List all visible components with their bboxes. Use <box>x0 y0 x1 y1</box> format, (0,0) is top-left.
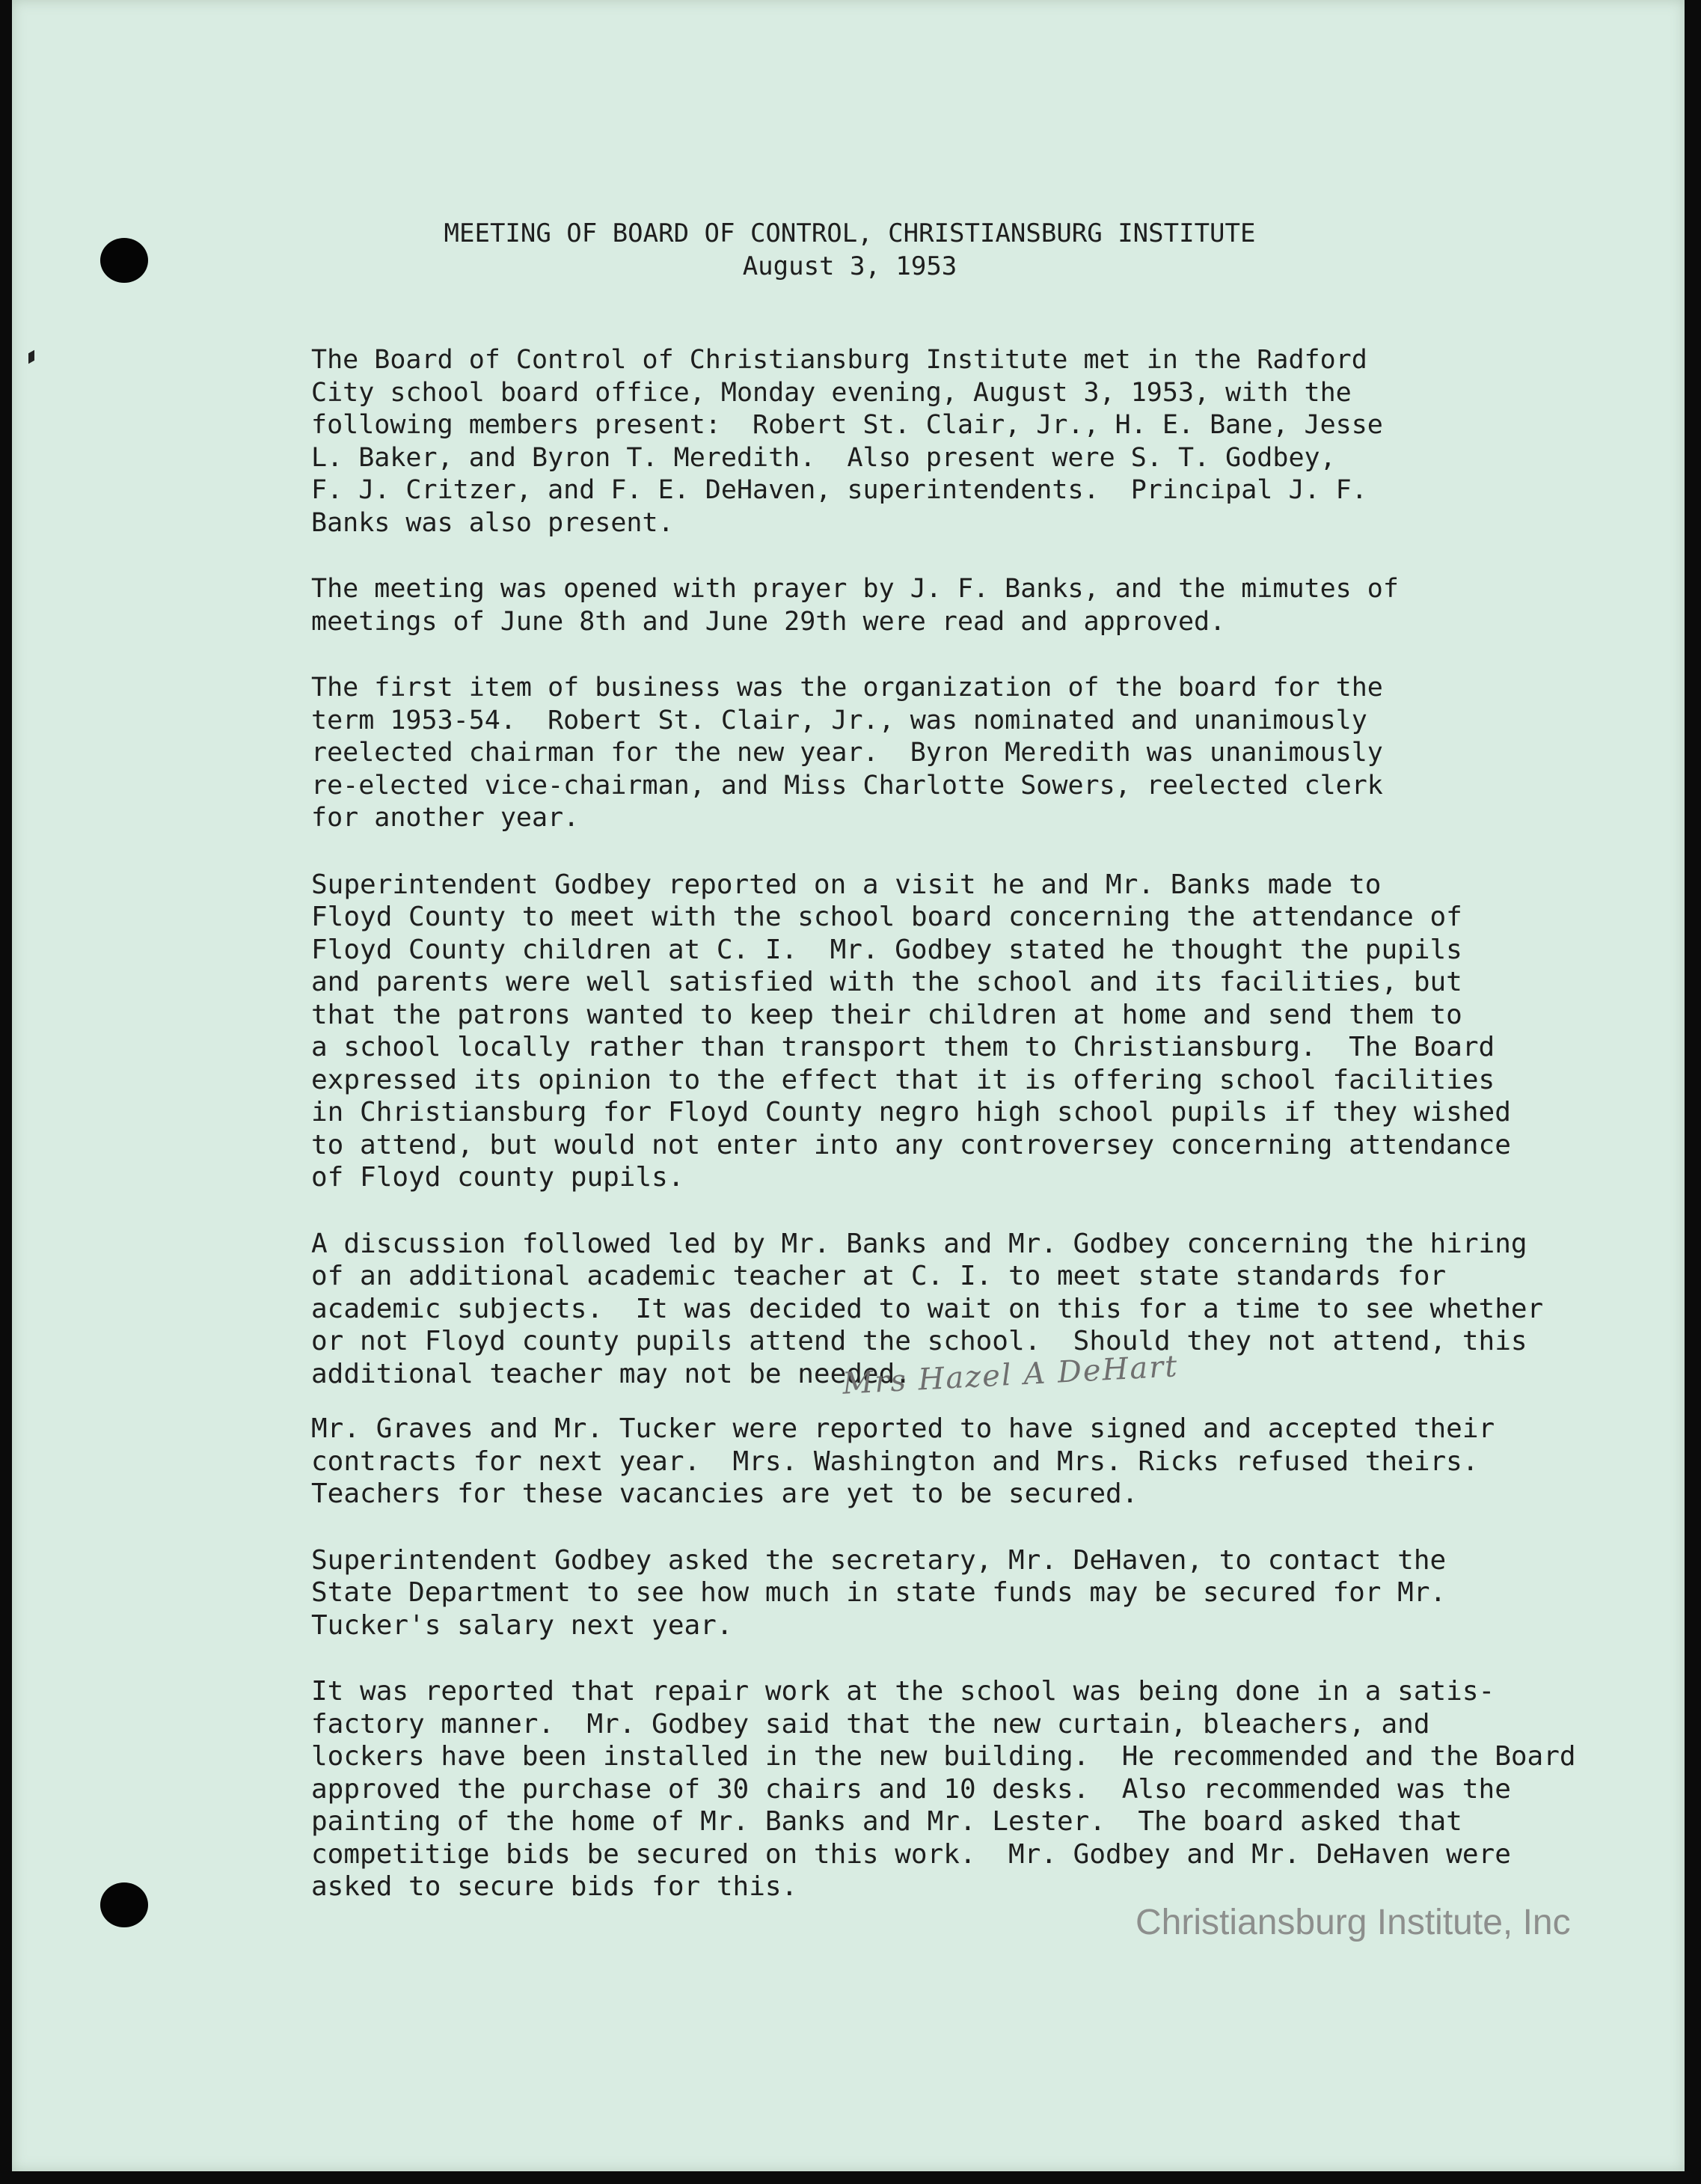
punch-hole-top <box>100 238 148 283</box>
document-page <box>12 0 1685 2171</box>
paragraph-opening: The meeting was opened with prayer by J. F. Banks, and the mimutes of meetings of June 8th and June 29th were read and approved. <box>311 574 1399 637</box>
paragraph-organization: The first item of business was the organization of the board for the term 1953-54. Robert St. Clair, Jr., was nominated and unanimously reelected chairman for the new year. Byron Meredith was unanimously re-elected vice-chairman, and Miss Charlotte Sowers, reelected clerk for another year. <box>311 673 1383 833</box>
paper-edge-mark <box>28 350 34 364</box>
paragraph-repairs: It was reported that repair work at the school was being done in a satis- factory manner. Mr. Godbey said that the new curtain, bleachers, and lockers have been installed in the new building. He recommended and the Board approved the purchase of 30 chairs and 10 desks. Also recommended was the painting of the home of Mr. Banks and Mr. Lester. The board asked that competitige bids be secured on this work. Mr. Godbey and Mr. DeHaven were asked to secure bids for this. <box>311 1676 1576 1902</box>
punch-hole-bottom <box>100 1882 148 1927</box>
paragraph-floyd-county: Superintendent Godbey reported on a visit he and Mr. Banks made to Floyd County to meet with the school board concerning the attendance of Floyd County children at C. I. Mr. Godbey stated he thought the pupils and parents were well satisfied with the school and its facilities, but that the patrons wanted to keep their children at home and send them to a school locally rather than transport them to Christiansburg. The Board expressed its opinion to the effect that it is offering school facilities in Christiansburg for Floyd County negro high school pupils if they wished to attend, but would not enter into any controversey concerning attendance of Floyd county pupils. <box>311 869 1511 1193</box>
paragraph-attendance: The Board of Control of Christiansburg Institute met in the Radford City school board office, Monday evening, August 3, 1953, with the following members present: Robert St. Clair, Jr., H. E. Bane, Jesse L. Baker, and Byron T. Meredith. Also present were S. T. Godbey, F. J. Critzer, and F. E. DeHaven, superintendents. Principal J. F. Banks was also present. <box>311 345 1383 538</box>
document-title: MEETING OF BOARD OF CONTROL, CHRISTIANSBURG INSTITUTE <box>444 218 1256 248</box>
minutes-body <box>311 344 1583 1937</box>
paragraph-state-funds: Superintendent Godbey asked the secretary, Mr. DeHaven, to contact the State Department to see how much in state funds may be secured for Mr. Tucker's salary next year. <box>311 1544 1447 1641</box>
document-date: August 3, 1953 <box>742 251 957 281</box>
handwritten-annotation: Mrs Hazel A DeHart <box>842 1349 1180 1401</box>
document-heading <box>416 217 1284 283</box>
paragraph-teacher-hiring: A discussion followed led by Mr. Banks and Mr. Godbey concerning the hiring of an additional academic teacher at C. I. to meet state standards for academic subjects. It was decided to wait on this for a time to see whether or not Floyd county pupils attend the school. Should they not attend, this additional teacher may not be needed. <box>311 1228 1544 1389</box>
watermark-text: Christiansburg Institute, Inc <box>1135 1903 1571 1942</box>
paragraph-contracts: Mr. Graves and Mr. Tucker were reported to have signed and accepted their contracts for next year. Mrs. Washington and Mrs. Ricks refused theirs. Teachers for these vacancies are yet to be secured. <box>311 1413 1495 1509</box>
